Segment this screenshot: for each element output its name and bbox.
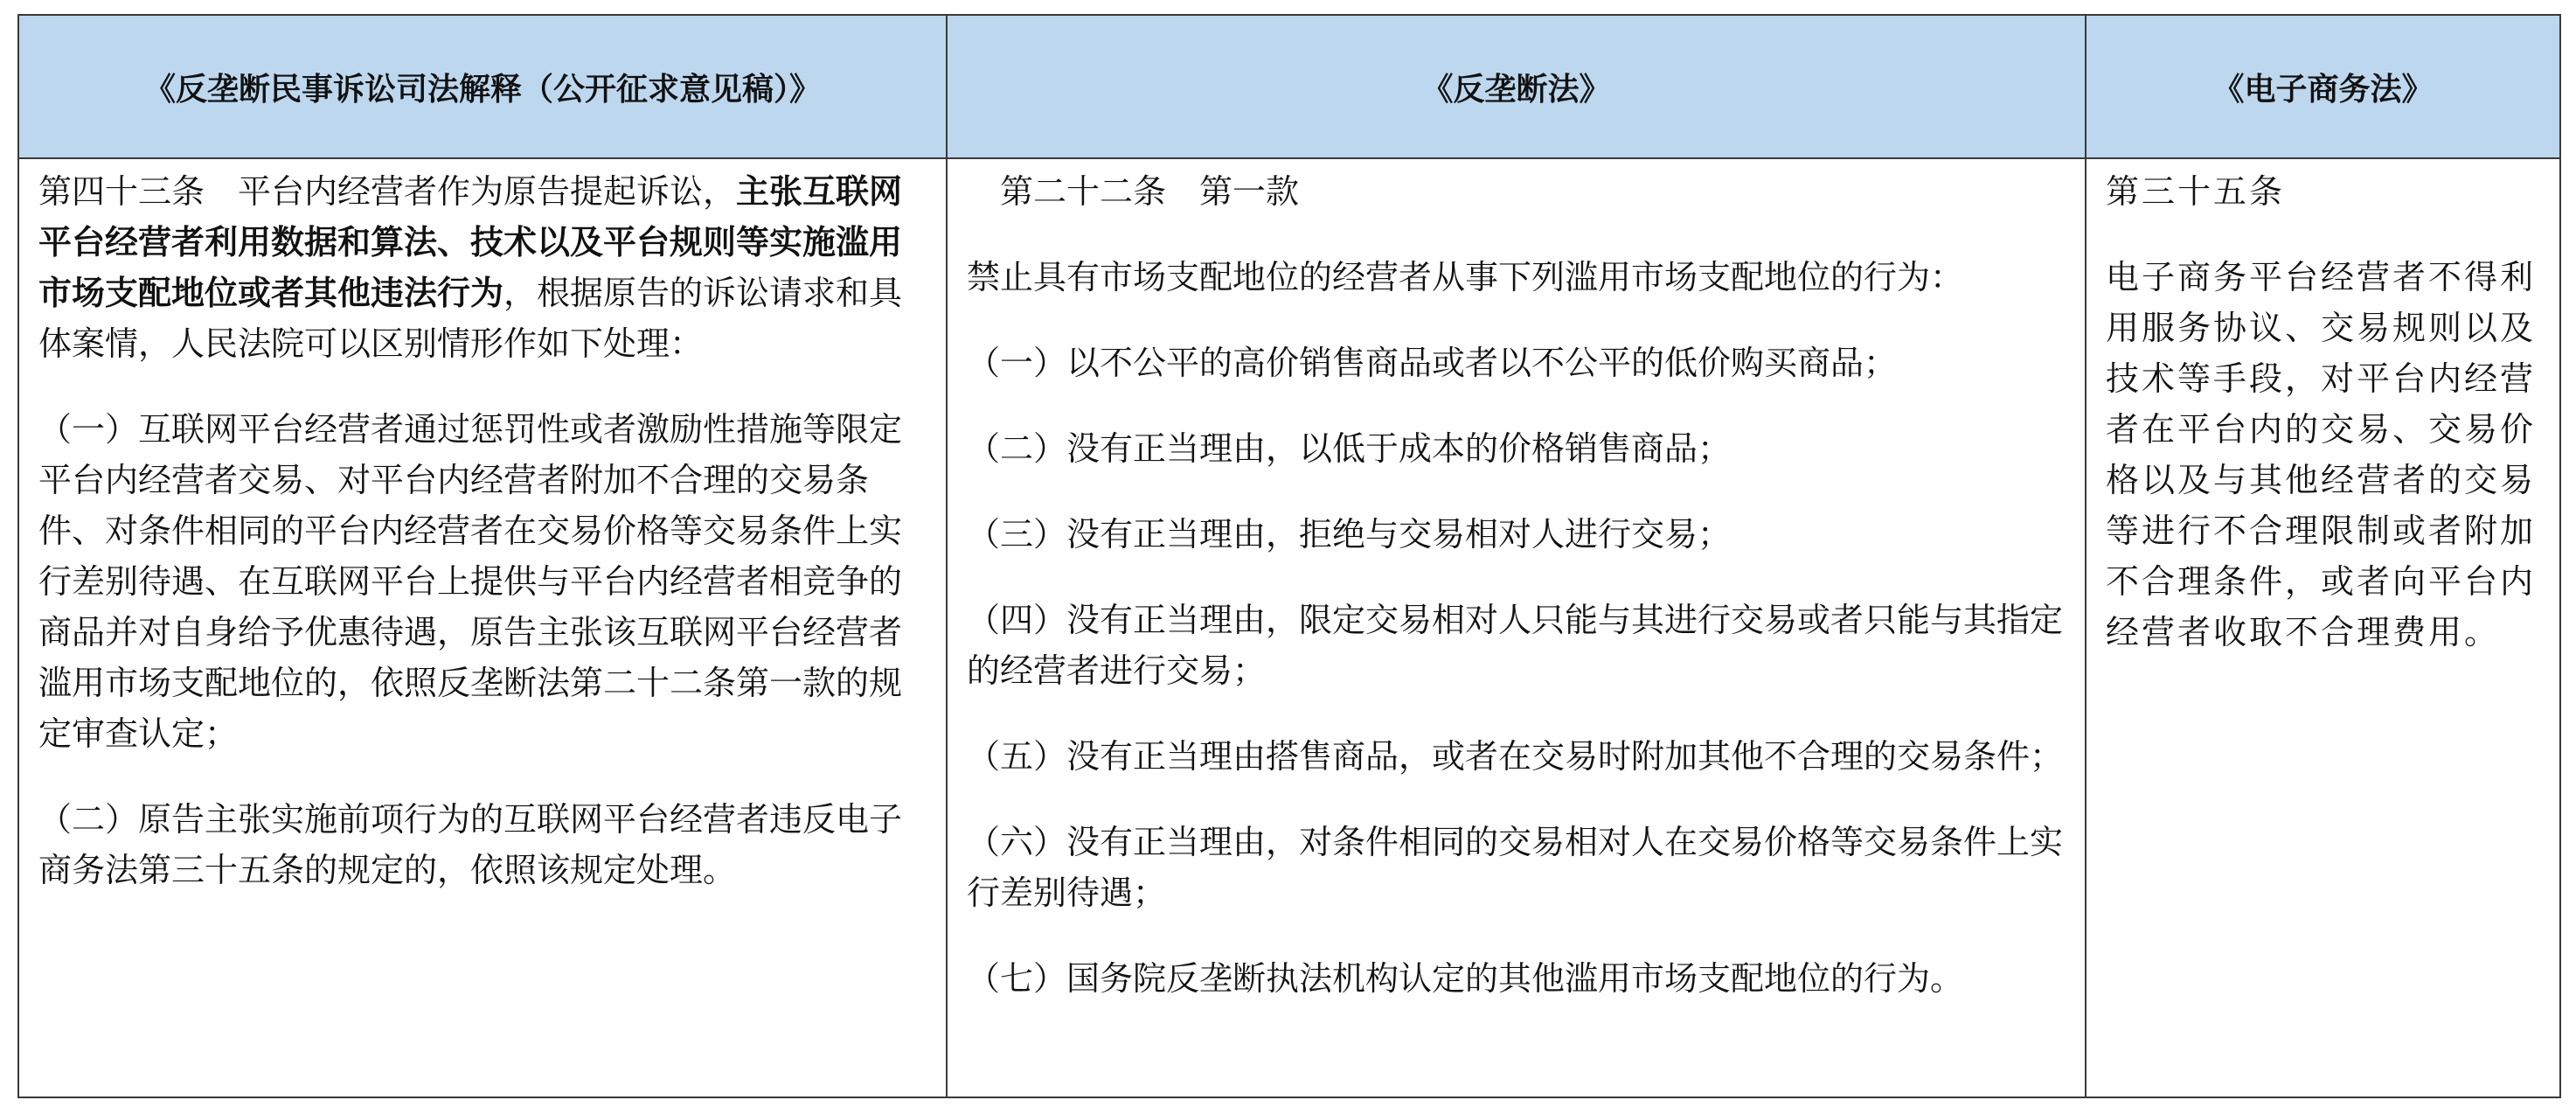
article-43-lead: 第四十三条 平台内经营者作为原告提起诉讼， [38, 172, 737, 211]
article-22-item: （六）没有正当理由，对条件相同的交易相对人在交易价格等交易条件上实行差别待遇； [967, 823, 2064, 912]
header-e-commerce-law: 《电子商务法》 [2086, 15, 2560, 158]
article-22-item: （一）以不公平的高价销售商品或者以不公平的低价购买商品； [967, 344, 1898, 382]
article-35-text: 电子商务平台经营者不得利用服务协议、交易规则以及技术等手段，对平台内经营者在平台内的交易、交易价格以及与其他经营者的交易等进行不合理限制或者附加不合理条件，或者向平台内经营者收取不合理费用。 [2106, 258, 2537, 651]
article-43-tail: ，根据原告的诉讼请求和具体案情，人民法院可以区别情形作如下处理： [38, 274, 903, 363]
article-43-bold-claim: 主张互联网平台经营者利用数据和算法、技术以及平台规则等实施滥用市场支配地位或者其他违法行为 [38, 171, 903, 312]
e-commerce-law-cell [2086, 158, 2560, 1097]
article-22-item: （七）国务院反垄断执法机构认定的其他滥用市场支配地位的行为。 [967, 959, 1964, 998]
article-22-intro: 禁止具有市场支配地位的经营者从事下列滥用市场支配地位的行为： [967, 258, 1964, 296]
anti-monopoly-law-cell [947, 158, 2086, 1097]
judicial-interpretation-cell [18, 158, 947, 1097]
article-22-item: （三）没有正当理由，拒绝与交易相对人进行交易； [967, 515, 1732, 554]
article-43-paragraph [38, 166, 927, 369]
header-judicial-interpretation: 《反垄断民事诉讼司法解释（公开征求意见稿）》 [18, 15, 947, 158]
article-22-item: （二）没有正当理由，以低于成本的价格销售商品； [967, 429, 1732, 468]
article-22-heading: 第二十二条 第一款 [967, 172, 1300, 211]
clause-2-paragraph: （二）原告主张实施前项行为的互联网平台经营者违反电子商务法第三十五条的规定的，依照该规定处理。 [38, 800, 903, 889]
body-row [18, 158, 2560, 1097]
comparison-table [17, 14, 2561, 1098]
clause-1-paragraph: （一）互联网平台经营者通过惩罚性或者激励性措施等限定平台内经营者交易、对平台内经营者附加不合理的交易条件、对条件相同的平台内经营者在交易价格等交易条件上实行差别待遇、在互联网平台上提供与平台内经营者相竞争的商品并对自身给予优惠待遇，原告主张该互联网平台经营者滥用市场支配地位的，依照反垄断法第二十二条第一款的规定审查认定； [38, 410, 903, 753]
header-anti-monopoly-law: 《反垄断法》 [947, 15, 2086, 158]
header-row [18, 15, 2560, 158]
article-22-item: （四）没有正当理由，限定交易相对人只能与其进行交易或者只能与其指定的经营者进行交易； [967, 601, 2064, 690]
article-22-item: （五）没有正当理由搭售商品，或者在交易时附加其他不合理的交易条件； [967, 737, 2064, 776]
article-35-heading: 第三十五条 [2106, 172, 2286, 211]
